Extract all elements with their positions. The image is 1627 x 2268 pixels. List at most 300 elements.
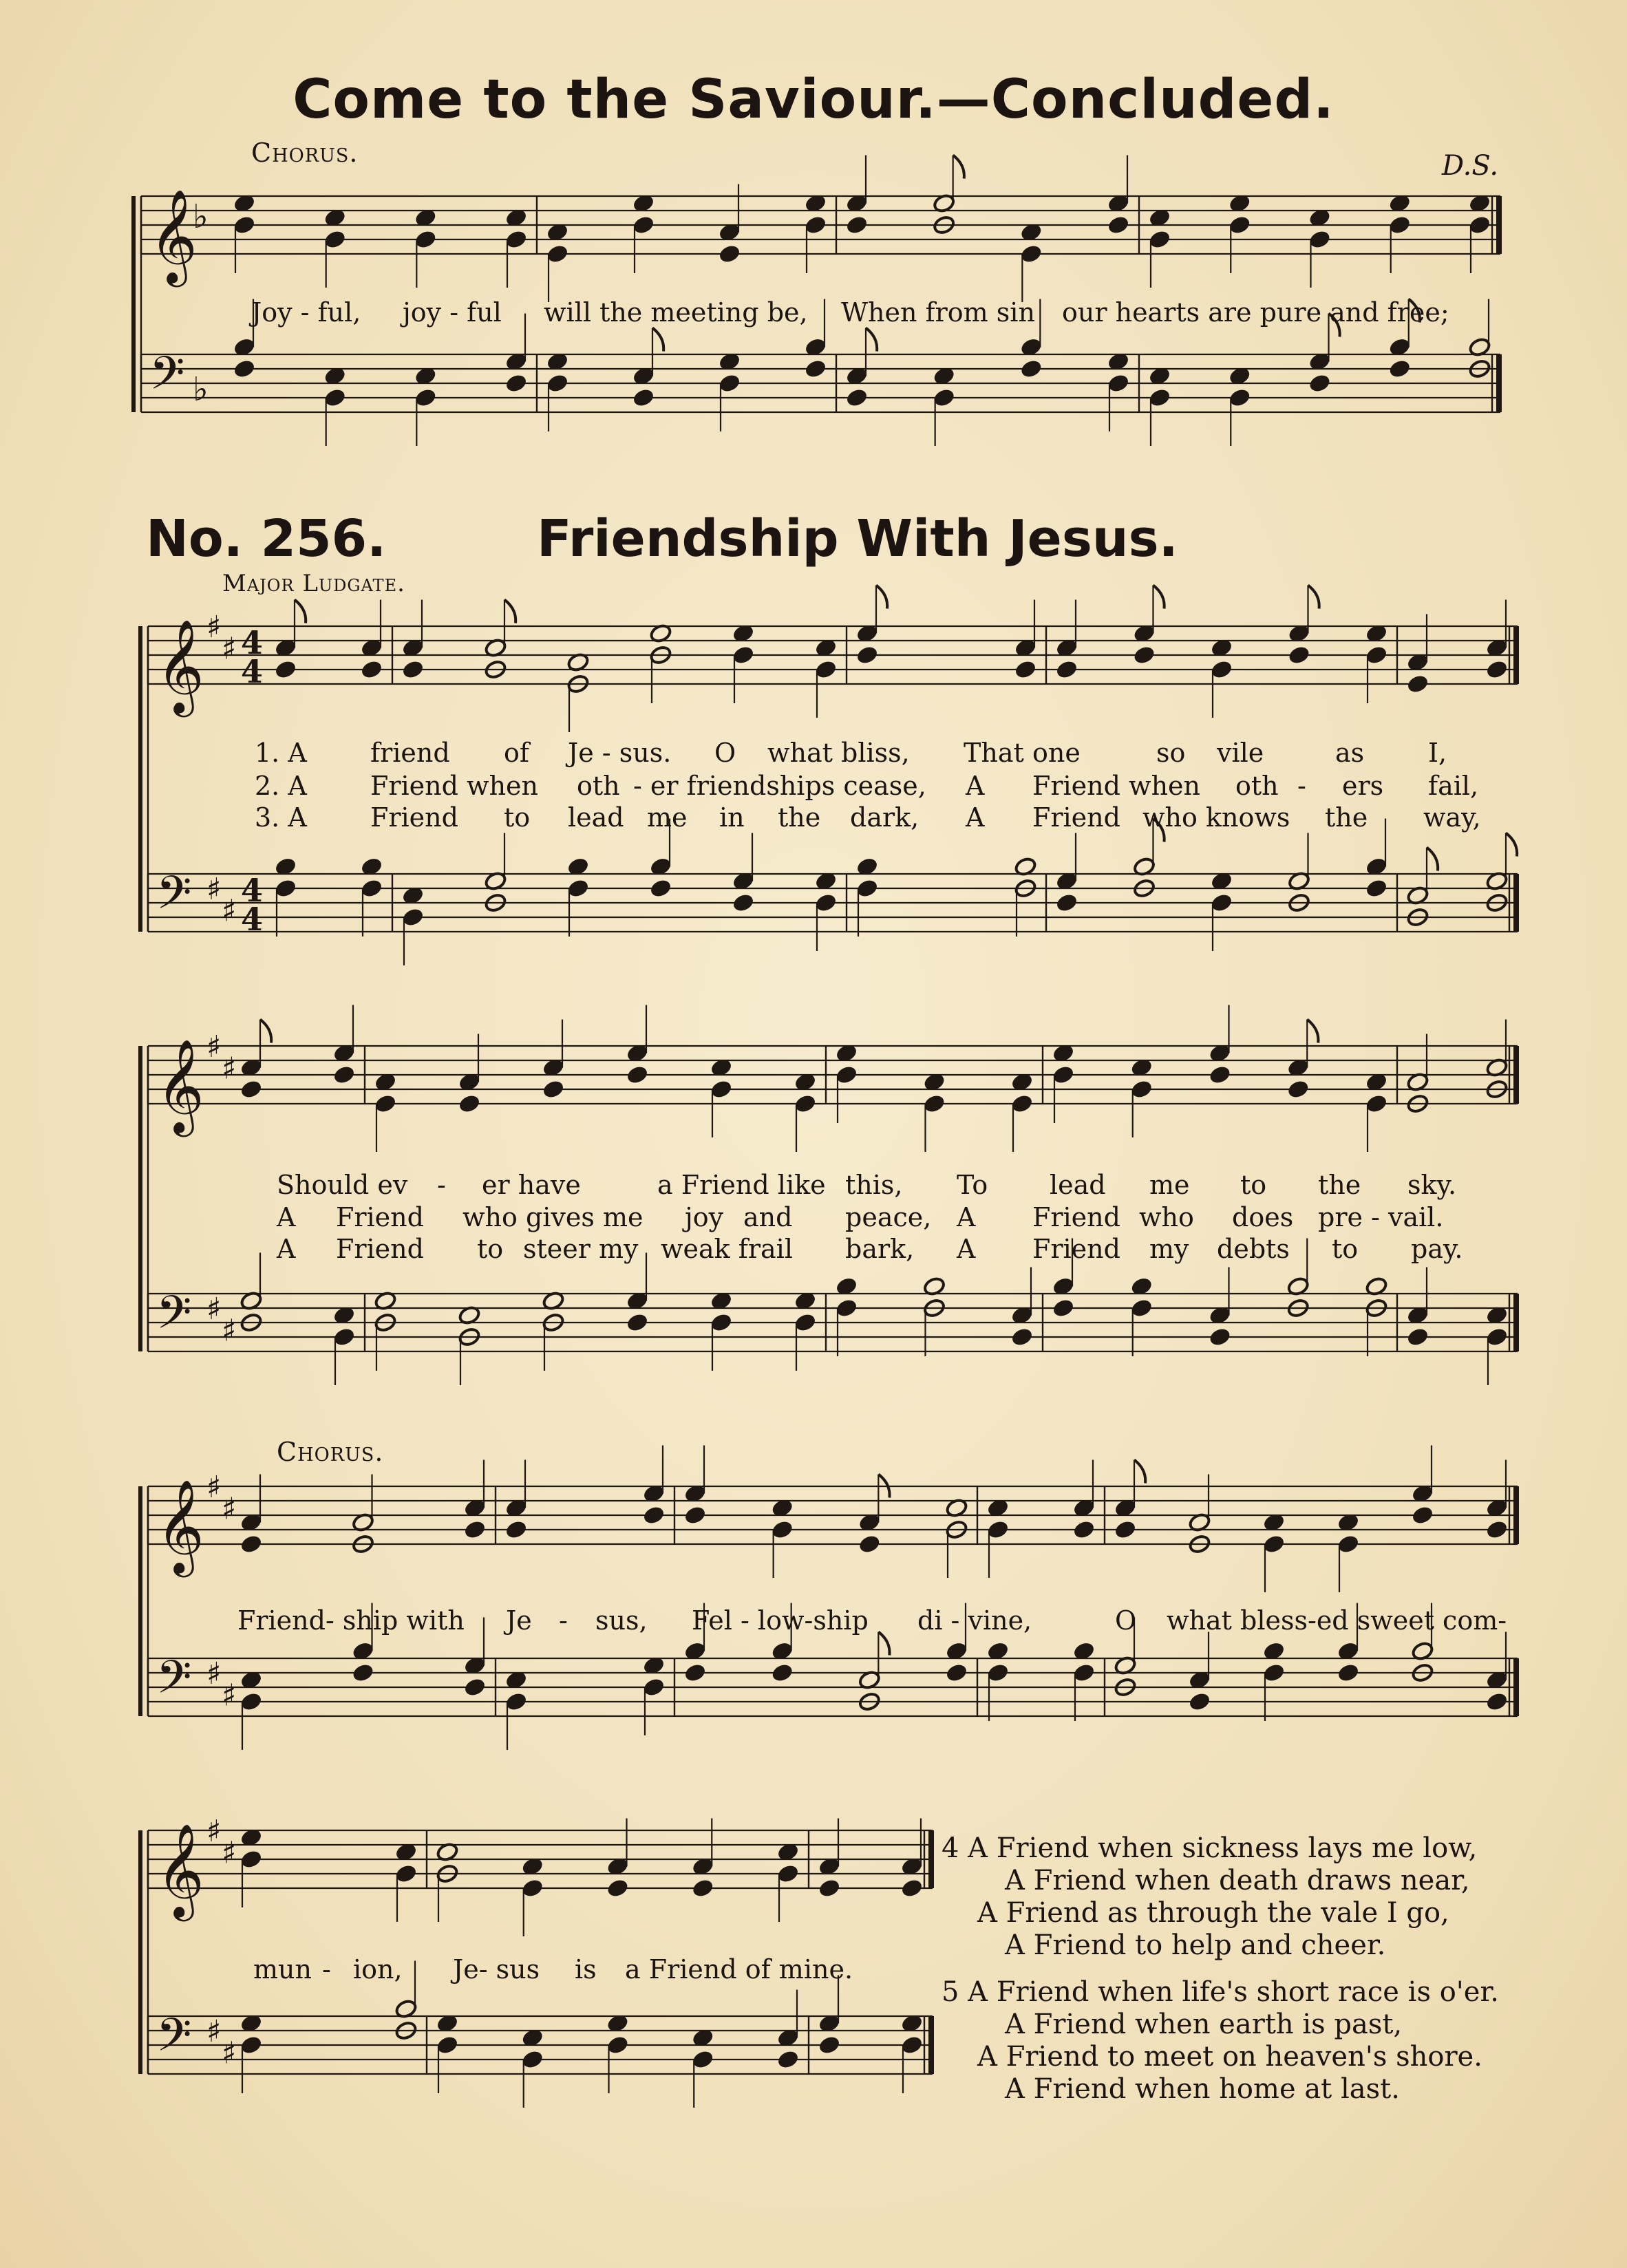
lyric-syllable: peace, — [845, 1202, 932, 1232]
lyric-syllable: Friend — [1032, 1202, 1120, 1232]
notehead — [1019, 359, 1043, 379]
lyric-syllable: steer my — [523, 1234, 639, 1264]
sharp-icon: ♯ — [206, 1656, 222, 1691]
lyric-syllable: and — [743, 1202, 793, 1232]
note-flag — [1153, 586, 1165, 609]
note-flag — [1427, 848, 1438, 871]
notehead — [1337, 1534, 1360, 1554]
system-bracket — [138, 1486, 142, 1716]
notehead — [240, 1079, 263, 1100]
notehead — [1130, 1079, 1153, 1100]
time-signature: 4 — [241, 872, 264, 909]
notehead — [855, 878, 879, 899]
notehead — [1148, 387, 1171, 408]
lyric-syllable: a Friend like — [657, 1170, 826, 1200]
lyric-syllable: I, — [1428, 738, 1447, 768]
bass-staff — [148, 819, 1519, 966]
notehead — [732, 645, 755, 665]
lyric-syllable: sky. — [1407, 1170, 1457, 1200]
notehead — [1308, 229, 1332, 250]
lyric-syllable: That — [964, 738, 1024, 768]
sharp-icon: ♯ — [222, 1051, 237, 1087]
notehead — [233, 215, 256, 235]
lyric-syllable: me — [1149, 1170, 1190, 1200]
lyric-syllable: fail, — [1428, 771, 1479, 801]
lyric-syllable: O — [1115, 1605, 1137, 1636]
lyric-syllable: will the meeting be, — [544, 297, 808, 328]
notehead — [1485, 659, 1509, 680]
lyric-syllable: 2. A — [255, 771, 307, 801]
notehead — [1133, 645, 1156, 665]
notehead — [1228, 215, 1251, 235]
notehead — [240, 2035, 263, 2055]
notehead — [323, 229, 347, 250]
notehead — [626, 1312, 649, 1333]
lyric-syllable: To — [957, 1170, 988, 1200]
notehead — [414, 229, 437, 250]
lyric-syllable: vile — [1217, 738, 1264, 768]
notehead — [546, 244, 569, 264]
lyric-syllable: Friend — [336, 1202, 424, 1232]
notehead — [632, 215, 655, 235]
verse-line: A Friend when earth is past, — [1005, 2009, 1403, 2040]
notehead — [1210, 892, 1233, 913]
lyric-syllable: A — [966, 771, 985, 801]
final-barline — [1513, 1294, 1519, 1351]
note-flag — [652, 328, 663, 352]
notehead — [1468, 215, 1491, 235]
notehead — [606, 1878, 630, 1898]
notehead — [323, 387, 347, 408]
lyric-syllable: who gives me — [462, 1202, 644, 1232]
chorus-label-hymn: Chorus. — [277, 1437, 384, 1467]
note-flag — [1506, 833, 1517, 857]
notehead — [1052, 1065, 1075, 1085]
notehead — [835, 1065, 858, 1085]
verse-line: A Friend to meet on heaven's shore. — [977, 2041, 1482, 2073]
system-bracket — [138, 626, 142, 932]
notehead — [240, 1849, 263, 1870]
bass-clef-icon: 𝄢 — [149, 347, 185, 411]
notehead — [814, 659, 838, 680]
notehead — [776, 2049, 800, 2070]
treble-staff — [148, 1005, 1519, 1153]
notehead — [240, 1691, 263, 1712]
notehead — [1411, 1505, 1434, 1526]
lyric-syllable: me — [647, 802, 688, 833]
sharp-icon: ♯ — [206, 1292, 222, 1327]
notehead — [436, 2035, 459, 2055]
lyric-syllable: Friend — [1032, 1234, 1120, 1264]
note-flag — [504, 600, 515, 623]
notehead — [691, 1878, 714, 1898]
notehead — [458, 1093, 481, 1114]
notehead — [804, 359, 827, 379]
lyric-syllable: A — [277, 1234, 296, 1264]
final-barline — [928, 2016, 934, 2074]
system-bracket — [131, 196, 136, 412]
lyric-syllable: A — [957, 1202, 976, 1232]
notehead — [1107, 215, 1130, 235]
lyric-syllable: to — [477, 1234, 504, 1264]
lyric-syllable: - — [322, 1954, 331, 1984]
notehead — [521, 2049, 544, 2070]
lyric-syllable: in — [719, 802, 745, 833]
lyric-syllable: of — [504, 738, 529, 768]
final-barline — [1513, 1486, 1519, 1544]
notehead — [414, 387, 437, 408]
note-flag — [878, 1632, 889, 1656]
treble-clef-icon: 𝄞 — [149, 188, 198, 283]
notehead — [463, 1677, 487, 1698]
lyric-syllable: so — [1156, 738, 1186, 768]
hymn-title: Friendship With Jesus. — [537, 509, 1178, 568]
notehead — [332, 1327, 356, 1347]
lyric-syllable: pre - vail. — [1318, 1202, 1444, 1232]
treble-clef-icon: 𝄞 — [156, 1038, 204, 1133]
notehead — [1209, 1327, 1232, 1347]
notehead — [923, 1093, 946, 1114]
verse-line: A Friend when sickness lays me low, — [968, 1832, 1478, 1864]
notehead — [1188, 1691, 1211, 1712]
final-barline — [928, 1830, 934, 1888]
time-signature: 4 — [241, 624, 264, 661]
lyric-syllable: to — [1332, 1234, 1359, 1264]
lyric-syllable: Friend- ship with — [237, 1605, 465, 1636]
notehead — [274, 659, 297, 680]
lyric-syllable: oth — [577, 771, 620, 801]
lyric-syllable: this, — [845, 1170, 903, 1200]
notehead — [710, 1079, 733, 1100]
lyric-syllable: mun — [253, 1954, 312, 1984]
notehead — [933, 387, 956, 408]
lyric-syllable: a Friend of mine. — [625, 1954, 853, 1984]
notehead — [233, 359, 256, 379]
lyric-syllable: - — [437, 1170, 446, 1200]
lyric-syllable: to — [504, 802, 531, 833]
notehead — [1210, 659, 1233, 680]
verse-line: A Friend when death draws near, — [1005, 1865, 1470, 1896]
lyric-syllable: joy - ful — [403, 297, 502, 328]
notehead — [683, 1662, 707, 1683]
notehead — [1388, 215, 1412, 235]
lyric-syllable: Friend when — [370, 771, 539, 801]
notehead — [332, 1065, 356, 1085]
notehead — [771, 1662, 794, 1683]
lyric-syllable: bark, — [845, 1234, 915, 1264]
notehead — [1308, 373, 1332, 394]
bass-clef-icon: 𝄢 — [156, 866, 192, 930]
sharp-icon: ♯ — [222, 2035, 237, 2071]
sharp-icon: ♯ — [206, 872, 222, 907]
note-flag — [260, 1020, 271, 1043]
note-flag — [1307, 1020, 1318, 1043]
notehead — [986, 1519, 1010, 1540]
lyric-syllable: who knows — [1142, 802, 1290, 833]
notehead — [858, 1534, 881, 1554]
treble-staff — [148, 586, 1519, 733]
lyric-syllable: dark, — [850, 802, 919, 833]
verse-line: A Friend to help and cheer. — [1005, 1929, 1386, 1961]
notehead — [649, 878, 672, 899]
lyric-syllable: A — [966, 802, 985, 833]
final-barline — [1513, 874, 1519, 932]
notehead — [845, 387, 869, 408]
time-signature: 4 — [241, 653, 264, 690]
notehead — [818, 1878, 841, 1898]
time-signature: 4 — [241, 901, 264, 938]
section-title-concluded: Come to the Saviour.—Concluded. — [293, 69, 1334, 131]
lyric-syllable: pay. — [1411, 1234, 1463, 1264]
notehead — [360, 878, 383, 899]
lyric-syllable: 1. A — [255, 738, 307, 768]
lyric-syllable: who — [1139, 1202, 1194, 1232]
notehead — [1406, 1327, 1429, 1347]
notehead — [1055, 659, 1078, 680]
notehead — [900, 2035, 924, 2055]
note-flag — [866, 328, 877, 352]
note-flag — [953, 156, 964, 179]
notehead — [1365, 878, 1388, 899]
lyric-syllable: When from sin — [841, 297, 1035, 328]
lyric-syllable: what bless-ed sweet com- — [1167, 1605, 1507, 1636]
notehead — [732, 892, 755, 913]
hymn-author: Major Ludgate. — [222, 570, 405, 597]
notehead — [1055, 892, 1078, 913]
lyric-syllable: my — [1149, 1234, 1189, 1264]
notehead — [818, 2035, 841, 2055]
notehead — [542, 1079, 565, 1100]
lyric-syllable: oth — [1235, 771, 1279, 801]
treble-staff — [141, 156, 1502, 303]
verse-line: A Friend when home at last. — [1005, 2073, 1400, 2105]
lyric-syllable: Friend when — [1032, 771, 1201, 801]
lyric-syllable: as — [1335, 738, 1365, 768]
notehead — [401, 659, 425, 680]
notehead — [691, 2049, 714, 2070]
notehead — [463, 1519, 487, 1540]
treble-clef-icon: 𝄞 — [156, 618, 204, 713]
notehead — [521, 1878, 544, 1898]
notehead — [1209, 1065, 1232, 1085]
notehead — [632, 387, 655, 408]
notehead — [1010, 1093, 1034, 1114]
notehead — [642, 1677, 666, 1698]
lyric-syllable: sus, — [595, 1605, 648, 1636]
sharp-icon: ♯ — [222, 893, 237, 929]
verse-number: 5 — [942, 1976, 959, 2008]
treble-clef-icon: 𝄞 — [156, 1478, 204, 1573]
lyric-syllable: ers — [1342, 771, 1384, 801]
verse-line: A Friend as through the vale I go, — [977, 1897, 1449, 1929]
notehead — [1228, 387, 1251, 408]
sharp-icon: ♯ — [206, 610, 222, 645]
lyric-syllable: - er friendships cease, — [633, 771, 926, 801]
notehead — [1107, 373, 1130, 394]
note-flag — [295, 600, 306, 623]
system-bracket — [138, 1830, 142, 2074]
lyric-syllable: Friend — [370, 802, 458, 833]
sharp-icon: ♯ — [222, 1313, 237, 1349]
notehead — [804, 215, 827, 235]
notehead — [1365, 1093, 1388, 1114]
lyric-syllable: the — [1325, 802, 1368, 833]
notehead — [776, 1863, 800, 1884]
notehead — [1148, 229, 1171, 250]
notehead — [504, 1519, 528, 1540]
note-flag — [1308, 586, 1319, 609]
treble-staff — [148, 1446, 1519, 1593]
notehead — [710, 1312, 733, 1333]
notehead — [1337, 1662, 1360, 1683]
notehead — [794, 1312, 817, 1333]
notehead — [394, 1863, 418, 1884]
lyric-syllable: 3. A — [255, 802, 307, 833]
notehead — [504, 373, 528, 394]
notehead — [1072, 1662, 1096, 1683]
notehead — [642, 1505, 666, 1526]
notehead — [855, 645, 879, 665]
note-flag — [876, 586, 887, 609]
lyric-syllable: what bliss, — [767, 738, 910, 768]
notehead — [606, 2035, 630, 2055]
lyric-syllable: friend — [370, 738, 450, 768]
lyric-syllable: Joy - ful, — [251, 297, 361, 328]
sharp-icon: ♯ — [206, 1814, 222, 1849]
chorus-label-top: Chorus. — [251, 138, 359, 168]
note-flag — [1134, 1460, 1145, 1484]
extra-verse-4 — [942, 1832, 1477, 1962]
notehead — [1262, 1534, 1286, 1554]
notehead — [1262, 1662, 1286, 1683]
bass-clef-icon: 𝄢 — [156, 1651, 192, 1715]
lyric-syllable: Je — [506, 1605, 532, 1636]
lyric-syllable: A — [277, 1202, 296, 1232]
verse-number: 4 — [942, 1832, 959, 1864]
lyric-syllable: does — [1232, 1202, 1294, 1232]
extra-verse-5 — [942, 1976, 1499, 2106]
sharp-icon: ♯ — [222, 631, 237, 667]
notehead — [626, 1065, 649, 1085]
lyric-syllable: to — [1240, 1170, 1267, 1200]
notehead — [1485, 1327, 1509, 1347]
notehead — [504, 1691, 528, 1712]
treble-staff — [148, 1814, 934, 1936]
notehead — [1114, 1519, 1137, 1540]
lyric-syllable: way, — [1423, 802, 1481, 833]
notehead — [986, 1662, 1010, 1683]
lyric-syllable: ion, — [353, 1954, 403, 1984]
notehead — [374, 1093, 397, 1114]
lyric-syllable: the — [778, 802, 821, 833]
lyric-syllable: Should ev — [277, 1170, 408, 1200]
notehead — [1286, 1079, 1310, 1100]
notehead — [1072, 1519, 1096, 1540]
treble-clef-icon: 𝄞 — [156, 1822, 204, 1917]
lyric-syllable: joy — [685, 1202, 724, 1232]
lyric-syllable: weak frail — [661, 1234, 793, 1264]
notehead — [718, 373, 741, 394]
notehead — [1052, 1298, 1075, 1318]
notehead — [900, 1878, 924, 1898]
lyric-syllable: A — [957, 1234, 976, 1264]
notehead — [360, 659, 383, 680]
ds-mark: D.S. — [1442, 150, 1499, 182]
notehead — [771, 1519, 794, 1540]
lyric-syllable: O — [714, 738, 736, 768]
notehead — [794, 1093, 817, 1114]
notehead — [718, 244, 741, 264]
verse-line: A Friend when life's short race is o'er. — [968, 1976, 1499, 2008]
notehead — [240, 1534, 263, 1554]
notehead — [401, 907, 425, 928]
final-barline — [1496, 354, 1502, 412]
notehead — [1010, 1327, 1034, 1347]
system-bracket — [138, 1046, 142, 1351]
final-barline — [1513, 626, 1519, 684]
notehead — [1485, 1691, 1509, 1712]
lyric-syllable: Je- sus — [453, 1954, 540, 1984]
lyric-syllable: lead — [568, 802, 624, 833]
notehead — [566, 878, 590, 899]
notehead — [352, 1662, 375, 1683]
notehead — [683, 1505, 707, 1526]
lyric-syllable: er have — [482, 1170, 581, 1200]
bass-clef-icon: 𝄢 — [156, 1286, 192, 1350]
hymn-number: No. 256. — [146, 509, 387, 568]
notehead — [1388, 359, 1412, 379]
lyric-syllable: - — [559, 1605, 568, 1636]
notehead — [1014, 659, 1037, 680]
lyric-syllable: the — [1318, 1170, 1361, 1200]
lyric-syllable: Friend — [336, 1234, 424, 1264]
notehead — [1485, 1519, 1509, 1540]
notehead — [814, 892, 838, 913]
lyric-syllable: is — [575, 1954, 597, 1984]
notehead — [546, 373, 569, 394]
lyric-syllable: Je - sus. — [568, 738, 672, 768]
flat-icon: ♭ — [193, 197, 209, 237]
lyric-syllable: Friend — [1032, 802, 1120, 833]
lyric-syllable: - — [1297, 771, 1306, 801]
bass-clef-icon: 𝄢 — [156, 2009, 192, 2073]
notehead — [504, 229, 528, 250]
notehead — [1288, 645, 1311, 665]
final-barline — [1513, 1658, 1519, 1716]
lyric-syllable: debts — [1217, 1234, 1290, 1264]
sharp-icon: ♯ — [206, 2014, 222, 2049]
lyric-syllable: di - vine, — [917, 1605, 1032, 1636]
sharp-icon: ♯ — [206, 1470, 222, 1505]
notehead — [845, 215, 869, 235]
notehead — [835, 1298, 858, 1318]
final-barline — [1496, 196, 1502, 254]
sharp-icon: ♯ — [222, 1678, 237, 1713]
sharp-icon: ♯ — [206, 1029, 222, 1065]
lyric-syllable: one — [1032, 738, 1081, 768]
notehead — [1130, 1298, 1153, 1318]
sharp-icon: ♯ — [222, 1835, 237, 1871]
flat-icon: ♭ — [193, 370, 209, 409]
notehead — [1365, 645, 1388, 665]
notehead — [274, 878, 297, 899]
notehead — [945, 1662, 968, 1683]
sharp-icon: ♯ — [222, 1491, 237, 1527]
lyric-syllable: lead — [1050, 1170, 1106, 1200]
lyric-syllable: Fel - low-ship — [692, 1605, 869, 1636]
notehead — [1406, 674, 1429, 694]
final-barline — [1513, 1046, 1519, 1104]
